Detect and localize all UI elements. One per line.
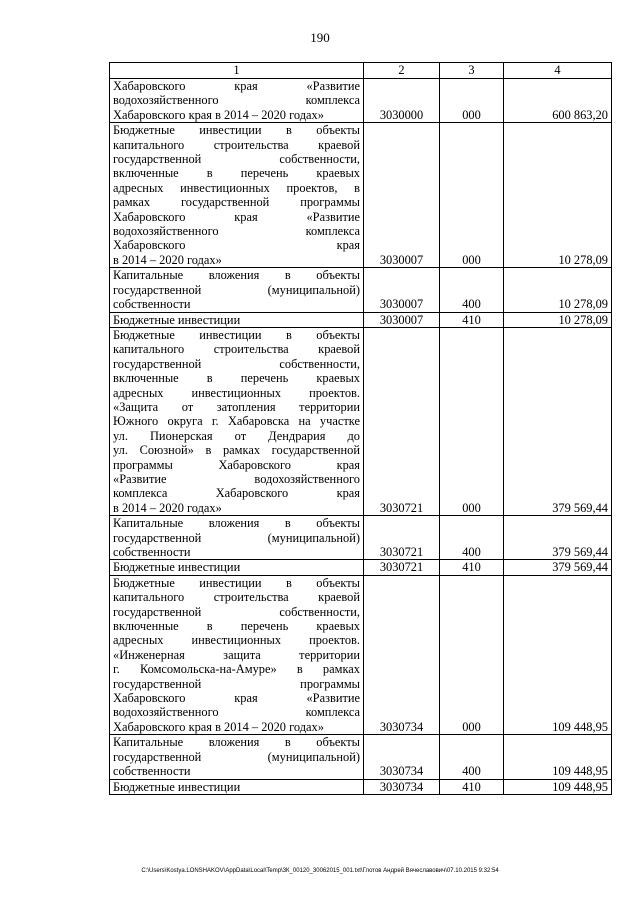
description-line: Бюджетные инвестиции в объекты <box>113 575 360 590</box>
row-description <box>110 516 364 560</box>
description-line: Хабаровского края в 2014 – 2020 годах» <box>113 719 324 734</box>
row-target-code: 3030734 <box>364 575 440 734</box>
description-line: программы Хабаровского края <box>113 457 360 472</box>
row-target-code: 3030721 <box>364 327 440 515</box>
row-expense-type: 000 <box>440 123 504 268</box>
row-amount: 379 569,44 <box>504 327 612 515</box>
row-description <box>110 575 364 734</box>
row-expense-type: 000 <box>440 575 504 734</box>
description-line: «Защита от затопления территории <box>113 399 360 414</box>
description-line: водохозяйственного комплекса <box>113 93 360 108</box>
table-header-row <box>110 63 612 79</box>
description-line: в 2014 – 2020 годах» <box>113 252 222 267</box>
description-line: рамках государственной программы <box>113 195 360 210</box>
row-target-code: 3030721 <box>364 516 440 560</box>
description-line: государственной программы <box>113 676 360 691</box>
row-amount: 10 278,09 <box>504 123 612 268</box>
description-line: государственной собственности, <box>113 604 360 619</box>
row-amount: 379 569,44 <box>504 560 612 575</box>
row-expense-type: 000 <box>440 327 504 515</box>
description-line: Хабаровского края в 2014 – 2020 годах» <box>113 107 324 122</box>
row-amount: 109 448,95 <box>504 779 612 794</box>
description-line: государственной (муниципальной) <box>113 282 360 297</box>
description-line: государственной (муниципальной) <box>113 530 360 545</box>
row-expense-type: 400 <box>440 735 504 779</box>
table-row <box>110 79 612 123</box>
description-line: комплекса Хабаровского края <box>113 486 360 501</box>
row-expense-type: 410 <box>440 560 504 575</box>
description-line: Хабаровского края «Развитие <box>113 691 360 706</box>
table-body <box>110 79 612 795</box>
description-line: в 2014 – 2020 годах» <box>113 500 222 515</box>
table-row <box>110 575 612 734</box>
table-row <box>110 735 612 779</box>
description-line: Хабаровского края «Развитие <box>113 79 360 93</box>
description-line: г. Комсомольска-на-Амуре» в рамках <box>113 662 360 677</box>
description-line: капитального строительства краевой <box>113 590 360 605</box>
row-amount: 109 448,95 <box>504 735 612 779</box>
description-line: Южного округа г. Хабаровска на участке <box>113 414 360 429</box>
table-row <box>110 516 612 560</box>
description-line: капитального строительства краевой <box>113 342 360 357</box>
table-row <box>110 312 612 327</box>
description-line: Хабаровского края <box>113 238 360 253</box>
table-row <box>110 779 612 794</box>
description-line: «Инженерная защита территории <box>113 647 360 662</box>
description-line: Хабаровского края «Развитие <box>113 209 360 224</box>
row-target-code: 3030734 <box>364 735 440 779</box>
row-amount: 10 278,09 <box>504 268 612 312</box>
description-line: адресных инвестиционных проектов. <box>113 633 360 648</box>
description-line: включенные в перечень краевых <box>113 371 360 386</box>
description-line: адресных инвестиционных проектов, в <box>113 180 360 195</box>
description-line: включенные в перечень краевых <box>113 619 360 634</box>
row-description <box>110 560 364 575</box>
row-target-code: 3030000 <box>364 79 440 123</box>
row-description <box>110 312 364 327</box>
table-row <box>110 123 612 268</box>
row-expense-type: 400 <box>440 268 504 312</box>
description-line: Бюджетные инвестиции <box>113 560 241 575</box>
table-row <box>110 327 612 515</box>
description-line: водохозяйственного комплекса <box>113 705 360 720</box>
page-number: 190 <box>310 30 330 45</box>
description-line: собственности <box>113 297 191 312</box>
row-description <box>110 79 364 123</box>
description-line: Бюджетные инвестиции в объекты <box>113 123 360 138</box>
row-amount: 10 278,09 <box>504 312 612 327</box>
row-description <box>110 327 364 515</box>
row-amount: 109 448,95 <box>504 575 612 734</box>
row-target-code: 3030721 <box>364 560 440 575</box>
budget-table <box>109 62 612 795</box>
table-row <box>110 560 612 575</box>
column-header-1: 1 <box>110 63 364 79</box>
row-expense-type: 410 <box>440 779 504 794</box>
description-line: Бюджетные инвестиции <box>113 779 241 794</box>
row-expense-type: 400 <box>440 516 504 560</box>
row-expense-type: 410 <box>440 312 504 327</box>
description-line: государственной собственности, <box>113 152 360 167</box>
row-description <box>110 123 364 268</box>
description-line: государственной собственности, <box>113 356 360 371</box>
description-line: Капитальные вложения в объекты <box>113 516 360 531</box>
row-target-code: 3030734 <box>364 779 440 794</box>
document-path-footer: C:\Users\Kostya.LONSHAKOV\AppData\Local\Temp\3К_00120_30062015_001.txt\Глотов Андрей Вячеславович\07.10.2015 9:32:54 <box>141 868 499 874</box>
row-description <box>110 735 364 779</box>
description-line: водохозяйственного комплекса <box>113 224 360 239</box>
description-line: собственности <box>113 764 191 779</box>
column-header-2: 2 <box>364 63 440 79</box>
description-line: Капитальные вложения в объекты <box>113 735 360 750</box>
row-target-code: 3030007 <box>364 312 440 327</box>
row-description <box>110 268 364 312</box>
description-line: включенные в перечень краевых <box>113 166 360 181</box>
description-line: Бюджетные инвестиции в объекты <box>113 327 360 342</box>
description-line: государственной (муниципальной) <box>113 749 360 764</box>
row-target-code: 3030007 <box>364 123 440 268</box>
row-amount: 379 569,44 <box>504 516 612 560</box>
row-description <box>110 779 364 794</box>
row-amount: 600 863,20 <box>504 79 612 123</box>
description-line: собственности <box>113 545 191 559</box>
column-header-3: 3 <box>440 63 504 79</box>
description-line: ул. Союзной» в рамках государственной <box>113 443 360 458</box>
description-line: «Развитие водохозяйственного <box>113 471 360 486</box>
row-target-code: 3030007 <box>364 268 440 312</box>
description-line: Бюджетные инвестиции <box>113 312 241 327</box>
table-row <box>110 268 612 312</box>
description-line: адресных инвестиционных проектов. <box>113 385 360 400</box>
description-line: капитального строительства краевой <box>113 137 360 152</box>
description-line: ул. Пионерская от Дендрария до <box>113 428 360 443</box>
description-line: Капитальные вложения в объекты <box>113 268 360 283</box>
row-expense-type: 000 <box>440 79 504 123</box>
column-header-4: 4 <box>504 63 612 79</box>
